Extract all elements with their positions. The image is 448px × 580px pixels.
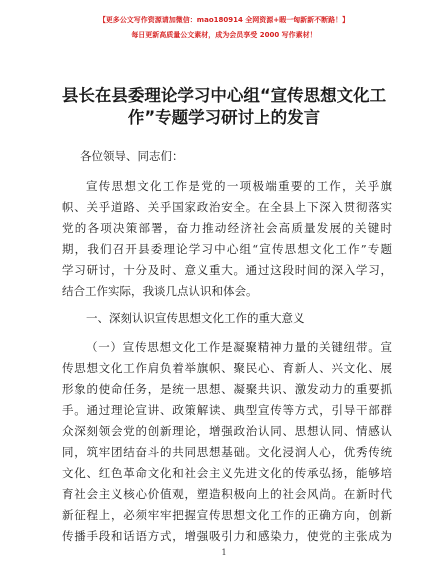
- section-heading: 一、深刻认识宣传思想文化工作的重大意义: [86, 311, 305, 325]
- paragraph-line: 期，我们召开县委理论学习中心组“宣传思想文化工作”专题: [62, 242, 392, 256]
- salutation: 各位领导、同志们：: [80, 149, 184, 163]
- document-title-line1: 县长在县委理论学习中心组“宣传思想文化工: [61, 86, 387, 105]
- paragraph-line: 传思想文化工作肩负着举旗帜、聚民心、育新人、兴文化、展: [62, 361, 392, 375]
- page-number: 1: [221, 548, 227, 557]
- promo-banner-line2: 每日更新高质量公文素材，成为会员享受 2000 写作素材！: [131, 31, 317, 39]
- paragraph-line: 形象的使命任务，是统一思想、凝聚共识、激发动力的重要抓: [62, 382, 392, 396]
- paragraph-line: 帜、关乎道路、关乎国家政治安全。在全县上下深入贯彻落实: [62, 200, 392, 214]
- paragraph-line: 宣传思想文化工作是党的一项极端重要的工作，关乎旗: [86, 179, 392, 193]
- document-title-line2: 作”专题学习研讨上的发言: [127, 108, 321, 127]
- paragraph-line: 育社会主义核心价值观，塑造积极向上的社会风尚。在新时代: [62, 487, 392, 501]
- paragraph-line: 同，筑牢团结奋斗的共同思想基础。文化浸润人心，优秀传统: [62, 445, 392, 459]
- paragraph-line: 学习研讨，十分及时、意义重大。通过这段时间的深入学习，: [62, 263, 392, 277]
- paragraph-line: 党的各项决策部署，奋力推动经济社会高质量发展的关键时: [62, 221, 392, 235]
- paragraph-line: 众深刻领会党的创新理论，增强政治认同、思想认同、情感认: [62, 424, 392, 438]
- paragraph-line: 手。通过理论宣讲、政策解读、典型宣传等方式，引导干部群: [62, 403, 392, 417]
- paragraph-line: 结合工作实际，我谈几点认识和体会。: [62, 284, 258, 298]
- paragraph-line: 新征程上，必须牢牢把握宣传思想文化工作的正确方向，创新: [62, 508, 392, 522]
- paragraph-line: （一）宣传思想文化工作是凝聚精神力量的关键纽带。宣: [86, 340, 392, 354]
- paragraph-line: 文化、红色革命文化和社会主义先进文化的传承弘扬，能够培: [62, 466, 392, 480]
- promo-banner-line1: 【更多公文写作资源请加微信：mao180914 全网资源+暇一匈新新不断路！】: [98, 16, 350, 24]
- paragraph-line: 传播手段和话语方式，增强吸引力和感染力，使党的主张成为: [62, 529, 392, 543]
